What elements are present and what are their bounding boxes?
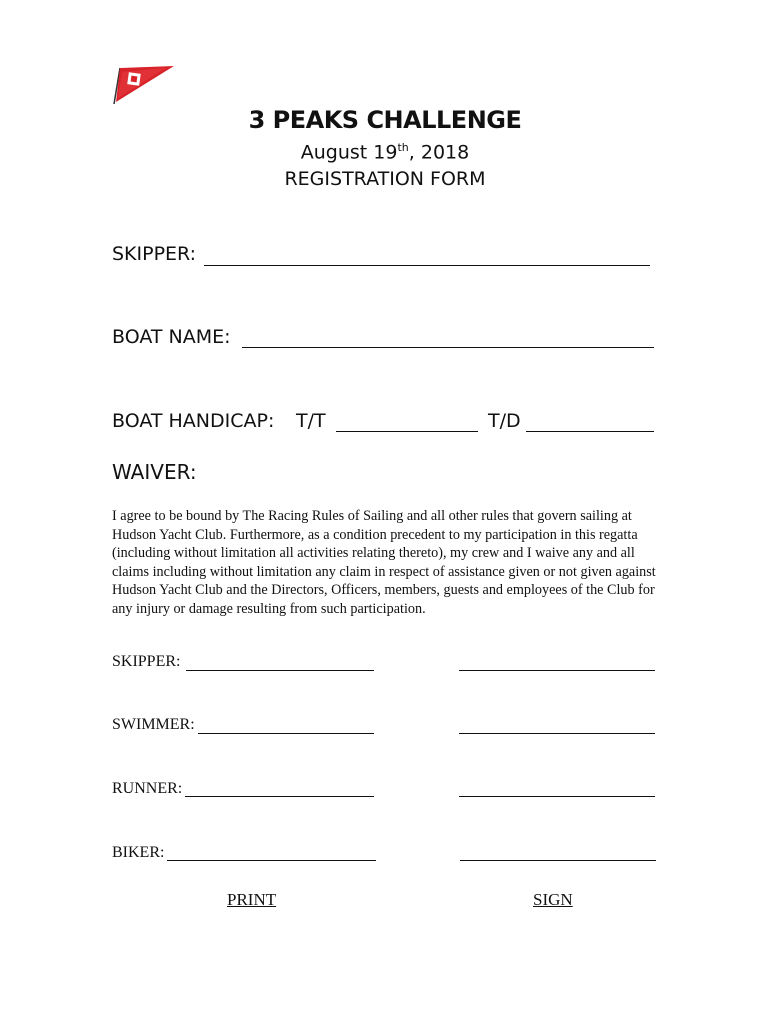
sig-biker-sign-line[interactable] — [460, 860, 656, 861]
tt-label: T/T — [296, 410, 326, 432]
event-date — [0, 141, 770, 163]
print-column-label: PRINT — [227, 890, 277, 909]
sig-runner-sign-line[interactable] — [459, 796, 655, 797]
sig-skipper-print-line[interactable] — [186, 670, 374, 671]
sig-skipper-label: SKIPPER: — [112, 653, 181, 670]
date-suffix: th — [397, 141, 409, 154]
sig-biker-label: BIKER: — [112, 844, 165, 861]
skipper-field[interactable] — [204, 265, 650, 266]
boat-handicap-label: BOAT HANDICAP: — [112, 410, 275, 432]
sig-swimmer-print-line[interactable] — [198, 733, 374, 734]
sig-swimmer-label: SWIMMER: — [112, 716, 195, 733]
sig-runner-label: RUNNER: — [112, 780, 183, 797]
form-title: REGISTRATION FORM — [284, 168, 486, 190]
yacht-club-burgee-icon — [110, 62, 176, 106]
td-label: T/D — [488, 410, 521, 432]
sign-column-label: SIGN — [533, 890, 573, 909]
page-title: 3 PEAKS CHALLENGE — [248, 106, 522, 134]
sig-skipper-sign-line[interactable] — [459, 670, 655, 671]
date-year: , 2018 — [408, 141, 470, 164]
td-field[interactable] — [526, 431, 654, 432]
boat-name-label: BOAT NAME: — [112, 326, 231, 348]
date-prefix: August 19 — [300, 141, 398, 164]
waiver-text: I agree to be bound by The Racing Rules of Sailing and all other rules that govern sailing at Hudson Yacht Club. Furthermore, as a condition precedent to my participation in this regatta (including without limitation all activities relating thereto), my crew and I waive any and all claims including without limitation any claim in respect of assistance given or not given against Hudson Yacht Club and the Directors, Officers, members, guests and employees of the Club for any injury or damage resulting from such participation. — [112, 508, 656, 617]
skipper-label: SKIPPER: — [112, 243, 197, 265]
sig-biker-print-line[interactable] — [167, 860, 376, 861]
waiver-heading: WAIVER: — [112, 460, 197, 484]
boat-name-field[interactable] — [242, 347, 654, 348]
sig-runner-print-line[interactable] — [185, 796, 374, 797]
tt-field[interactable] — [336, 431, 478, 432]
sig-swimmer-sign-line[interactable] — [459, 733, 655, 734]
